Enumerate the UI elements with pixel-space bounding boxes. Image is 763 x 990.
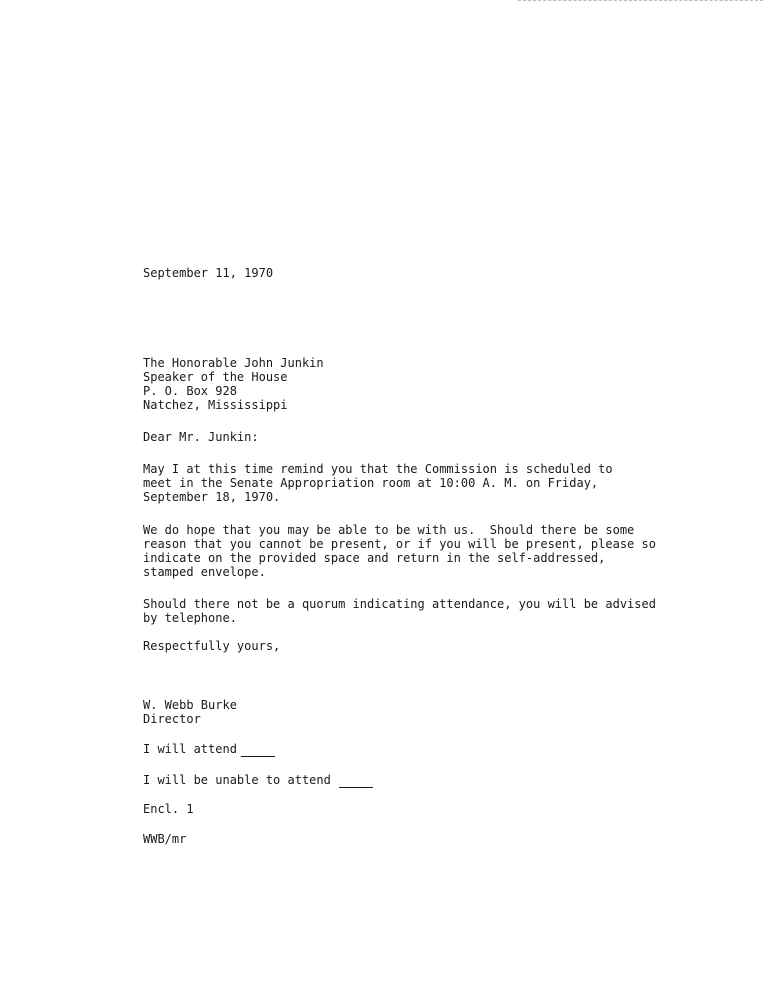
paragraph-line: by telephone. xyxy=(143,611,237,625)
recipient-address xyxy=(143,356,324,412)
recipient-name: The Honorable John Junkin xyxy=(143,356,324,370)
attend-option-label: I will attend xyxy=(143,742,237,756)
attend-response-line xyxy=(143,742,275,757)
signer-name: W. Webb Burke xyxy=(143,698,237,712)
paragraph-line: May I at this time remind you that the Commission is scheduled to xyxy=(143,462,613,476)
signature-block xyxy=(143,698,237,726)
enclosure-note: Encl. 1 xyxy=(143,802,194,816)
body-paragraph-2 xyxy=(143,523,656,579)
body-paragraph-3 xyxy=(143,597,656,625)
paragraph-line: reason that you cannot be present, or if you will be present, please so xyxy=(143,537,656,551)
top-edge-dash-line xyxy=(518,0,763,1)
recipient-city: Natchez, Mississippi xyxy=(143,398,288,412)
typist-initials: WWB/mr xyxy=(143,832,187,846)
letter-date: September 11, 1970 xyxy=(143,266,274,280)
unable-blank[interactable] xyxy=(339,787,373,788)
signer-title: Director xyxy=(143,712,201,726)
paragraph-line: Should there not be a quorum indicating attendance, you will be advised xyxy=(143,597,656,611)
paragraph-line: indicate on the provided space and return in the self-addressed, xyxy=(143,551,606,565)
recipient-title: Speaker of the House xyxy=(143,370,288,384)
recipient-po-box: P. O. Box 928 xyxy=(143,384,237,398)
unable-response-line xyxy=(143,773,373,788)
body-paragraph-1 xyxy=(143,462,613,504)
attend-blank[interactable] xyxy=(241,756,275,757)
unable-option-label: I will be unable to attend xyxy=(143,773,331,787)
paragraph-line: stamped envelope. xyxy=(143,565,266,579)
closing: Respectfully yours, xyxy=(143,639,281,653)
salutation: Dear Mr. Junkin: xyxy=(143,430,259,444)
paragraph-line: We do hope that you may be able to be with us. Should there be some xyxy=(143,523,635,537)
paragraph-line: meet in the Senate Appropriation room at 10:00 A. M. on Friday, xyxy=(143,476,599,490)
paragraph-line: September 18, 1970. xyxy=(143,490,281,504)
